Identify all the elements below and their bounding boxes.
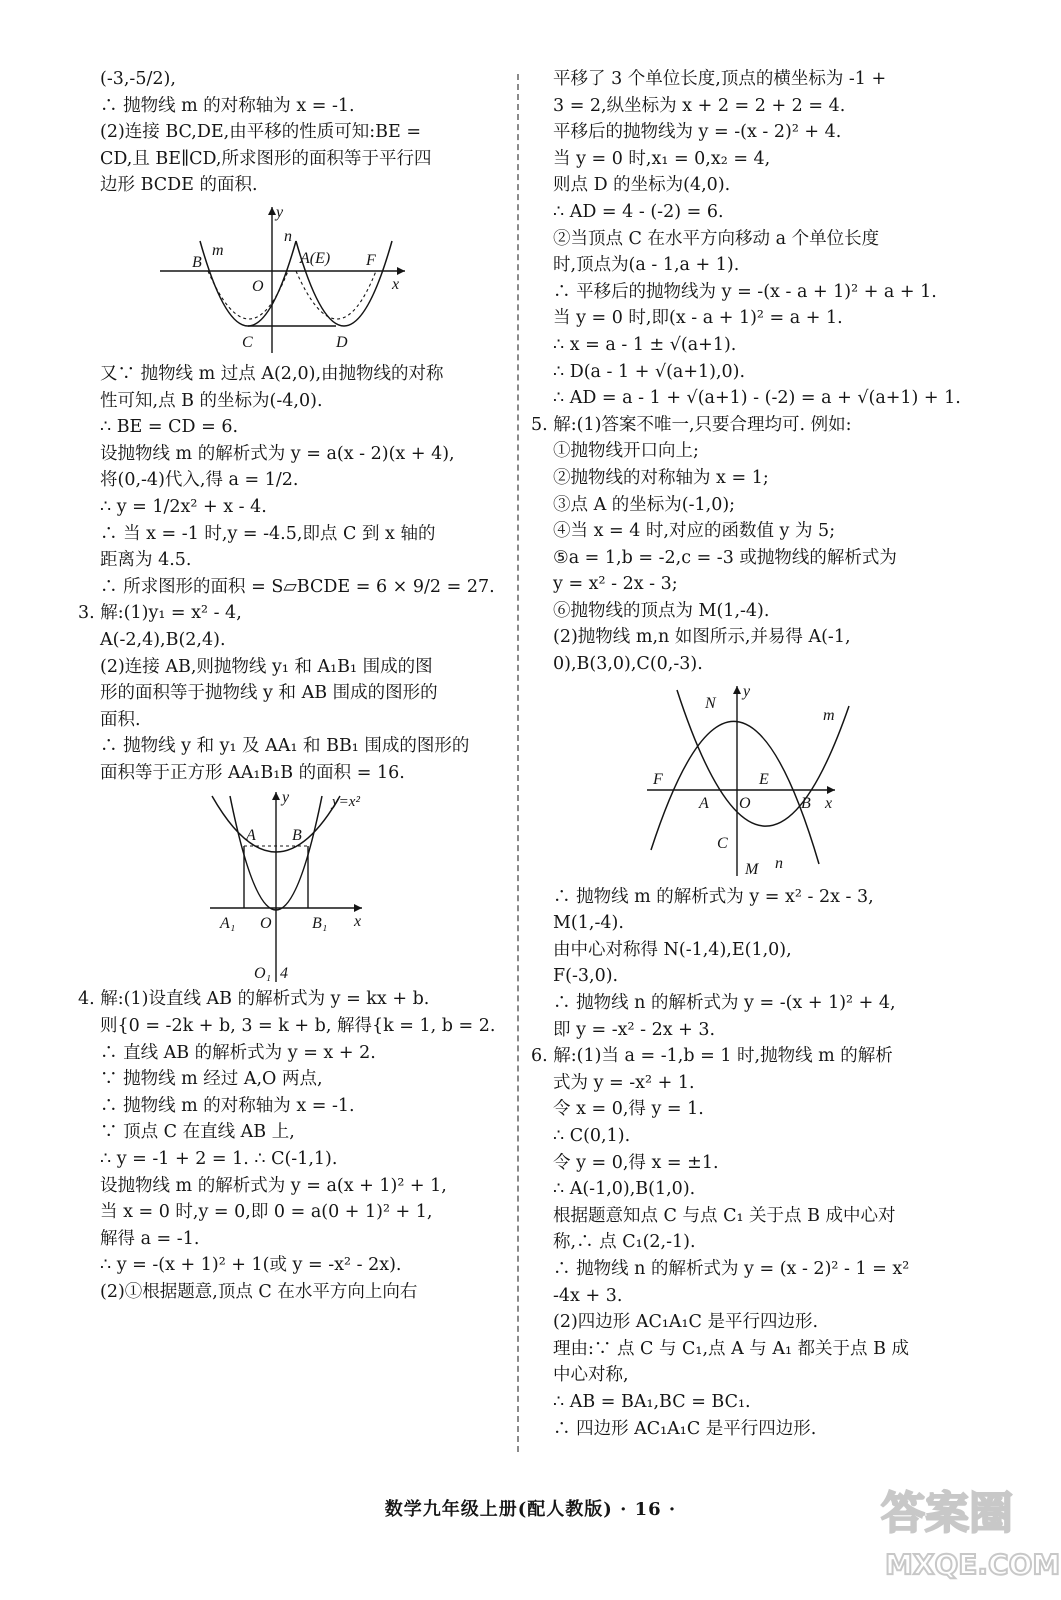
- left-block-1: [100, 66, 508, 199]
- text-line: -4x + 3.: [553, 1285, 623, 1306]
- fig2-label: B₁: [312, 915, 328, 933]
- fig3-label: x: [825, 794, 833, 812]
- problem-heading: 6. 解:(1)当 a = -1,b = 1 时,抛物线 m 的解析: [531, 1046, 893, 1067]
- text-line: 形的面积等于抛物线 y 和 AB 围成的图形的: [100, 683, 438, 704]
- fig3-label: M: [745, 860, 759, 878]
- text-line: ∴ A(-1,0),B(1,0).: [553, 1179, 696, 1200]
- text-line: 设抛物线 m 的解析式为 y = a(x + 1)² + 1,: [100, 1175, 447, 1196]
- text-line: 距离为 4.5.: [100, 550, 192, 571]
- figure-central-symmetry: [553, 680, 973, 882]
- text-line: ∴ 抛物线 m 的对称轴为 x = -1.: [100, 1095, 355, 1116]
- text-line: ∴ BE = CD = 6.: [100, 417, 239, 438]
- fig2-label: y: [282, 789, 290, 807]
- right-block-2: [531, 884, 973, 1442]
- text-line: CD,且 BE∥CD,所求图形的面积等于平行四: [100, 148, 432, 169]
- text-line: 由中心对称得 N(-1,4),E(1,0),: [553, 939, 792, 960]
- text-line: y = x² - 2x - 3;: [553, 574, 678, 595]
- text-line: (2)连接 BC,DE,由平移的性质可知:BE =: [100, 122, 421, 143]
- problem-heading: 3. 解:(1)y₁ = x² - 4,: [78, 603, 242, 624]
- text-line: (-3,-5/2),: [100, 69, 176, 89]
- fig3-label: E: [759, 770, 769, 788]
- text-line: 0),B(3,0),C(0,-3).: [553, 654, 703, 675]
- figure-parabola-translation: [100, 201, 508, 359]
- text-line: (2)①根据题意,顶点 C 在水平方向上向右: [100, 1282, 418, 1302]
- column-divider: [517, 74, 519, 1452]
- fig3-label: A: [699, 794, 709, 812]
- text-line: ②当顶点 C 在水平方向移动 a 个单位长度: [553, 228, 880, 249]
- text-line: ∴ 抛物线 n 的解析式为 y = -(x + 1)² + 4,: [553, 993, 896, 1014]
- text-line: 当 y = 0 时,x₁ = 0,x₂ = 4,: [553, 148, 771, 169]
- text-line: 又∵ 抛物线 m 过点 A(2,0),由抛物线的对称: [100, 363, 444, 384]
- fig1-label: C: [242, 333, 253, 351]
- text-line: 当 x = 0 时,y = 0,即 0 = a(0 + 1)² + 1,: [100, 1202, 433, 1223]
- watermark-text: 答案圈: [881, 1488, 1013, 1539]
- text-line: ∴ C(0,1).: [553, 1126, 631, 1146]
- text-line: 平移了 3 个单位长度,顶点的横坐标为 -1 +: [553, 69, 887, 89]
- text-line: ②抛物线的对称轴为 x = 1;: [553, 467, 769, 488]
- text-line: ③点 A 的坐标为(-1,0);: [553, 494, 736, 515]
- text-line: ∴ 抛物线 y 和 y₁ 及 AA₁ 和 BB₁ 围成的图形的: [100, 736, 470, 757]
- text-line: 当 y = 0 时,即(x - a + 1)² = a + 1.: [553, 308, 843, 329]
- text-line: ∵ 抛物线 m 经过 A,O 两点,: [100, 1069, 323, 1090]
- text-line: 则{0 = -2k + b, 3 = k + b, 解得{k = 1, b = 2.: [100, 1016, 496, 1037]
- text-line: 平移后的抛物线为 y = -(x - 2)² + 4.: [553, 122, 842, 143]
- text-line: ∴ 抛物线 n 的解析式为 y = (x - 2)² - 1 = x²: [553, 1258, 910, 1279]
- left-column: [78, 66, 508, 1306]
- fig3-label: O: [739, 794, 751, 812]
- text-line: 边形 BCDE 的面积.: [100, 175, 258, 196]
- fig1-label: y: [276, 203, 284, 221]
- fig3-label: m: [823, 706, 835, 724]
- fig2-label: y=x²: [332, 794, 360, 811]
- text-line: M(1,-4).: [553, 913, 624, 934]
- text-line: ∴ 当 x = -1 时,y = -4.5,即点 C 到 x 轴的: [100, 523, 436, 544]
- problem-heading: 4. 解:(1)设直线 AB 的解析式为 y = kx + b.: [78, 989, 430, 1010]
- fig3-label: y: [743, 682, 751, 700]
- text-line: (2)四边形 AC₁A₁C 是平行四边形.: [553, 1312, 819, 1333]
- fig2-label: O: [260, 915, 272, 933]
- fig1-label: x: [392, 275, 400, 293]
- figure-square-area: [100, 788, 508, 984]
- fig3-label: n: [775, 854, 783, 872]
- fig2-label: x: [354, 913, 362, 931]
- text-line: 面积等于正方形 AA₁B₁B 的面积 = 16.: [100, 762, 405, 783]
- text-line: ∴ y = -(x + 1)² + 1(或 y = -x² - 2x).: [100, 1255, 402, 1276]
- text-line: 时,顶点为(a - 1,a + 1).: [553, 255, 740, 276]
- fig2-label: 4: [280, 965, 288, 983]
- fig1-label: m: [212, 241, 224, 259]
- text-line: ∴ 直线 AB 的解析式为 y = x + 2.: [100, 1042, 376, 1063]
- watermark-logo: [877, 1478, 1061, 1588]
- fig3-label: B: [801, 794, 811, 812]
- fig2-label: A: [246, 827, 256, 845]
- text-line: ∴ 所求图形的面积 = S▱BCDE = 6 × 9/2 = 27.: [100, 576, 495, 597]
- left-block-2: [78, 361, 508, 787]
- text-line: ∴ AB = BA₁,BC = BC₁.: [553, 1391, 751, 1412]
- fig1-label: O: [252, 277, 264, 295]
- fig1-label: A(E): [300, 249, 331, 267]
- watermark-url: MXQE.COM: [885, 1548, 1061, 1581]
- text-line: 则点 D 的坐标为(4,0).: [553, 175, 731, 196]
- left-block-3: [78, 986, 508, 1305]
- text-line: 令 x = 0,得 y = 1.: [553, 1099, 704, 1120]
- text-line: F(-3,0).: [553, 966, 619, 987]
- text-line: 根据题意知点 C 与点 C₁ 关于点 B 成中心对: [553, 1205, 896, 1226]
- page-footer: 数学九年级上册(配人教版) · 16 ·: [384, 1499, 677, 1520]
- text-line: ∴ D(a - 1 + √(a+1),0).: [553, 361, 746, 382]
- text-line: ⑥抛物线的顶点为 M(1,-4).: [553, 600, 770, 621]
- text-line: A(-2,4),B(2,4).: [100, 629, 226, 650]
- fig2-label: B: [292, 827, 302, 845]
- text-line: 中心对称,: [553, 1365, 629, 1386]
- right-block-1: [531, 66, 973, 678]
- text-line: 称,∴ 点 C₁(2,-1).: [553, 1232, 696, 1253]
- fig1-label: B: [192, 253, 202, 271]
- fig1-label: F: [366, 251, 376, 269]
- fig3-label: F: [653, 770, 663, 788]
- right-column: [531, 66, 973, 1442]
- fig1-label: n: [284, 227, 292, 245]
- text-line: 3 = 2,纵坐标为 x + 2 = 2 + 2 = 4.: [553, 95, 846, 116]
- text-line: ∴ y = 1/2x² + x - 4.: [100, 496, 267, 517]
- text-line: ⑤a = 1,b = -2,c = -3 或抛物线的解析式为: [553, 547, 897, 568]
- text-line: 面积.: [100, 709, 141, 730]
- text-line: ∴ 四边形 AC₁A₁C 是平行四边形.: [553, 1418, 817, 1439]
- text-line: ∵ 顶点 C 在直线 AB 上,: [100, 1122, 295, 1143]
- text-line: 解得 a = -1.: [100, 1228, 200, 1249]
- text-line: ∴ y = -1 + 2 = 1. ∴ C(-1,1).: [100, 1149, 338, 1170]
- text-line: (2)抛物线 m,n 如图所示,并易得 A(-1,: [553, 627, 851, 648]
- fig3-label: N: [705, 694, 716, 712]
- text-line: ∴ 抛物线 m 的解析式为 y = x² - 2x - 3,: [553, 886, 874, 907]
- text-line: ∴ 平移后的抛物线为 y = -(x - a + 1)² + a + 1.: [553, 281, 937, 302]
- text-line: ④当 x = 4 时,对应的函数值 y 为 5;: [553, 521, 836, 542]
- text-line: (2)连接 AB,则抛物线 y₁ 和 A₁B₁ 围成的图: [100, 656, 433, 677]
- text-line: 即 y = -x² - 2x + 3.: [553, 1019, 716, 1040]
- fig3-label: C: [717, 834, 728, 852]
- text-line: 令 y = 0,得 x = ±1.: [553, 1152, 719, 1173]
- text-line: 理由:∵ 点 C 与 C₁,点 A 与 A₁ 都关于点 B 成: [553, 1338, 910, 1359]
- text-line: ①抛物线开口向上;: [553, 441, 699, 462]
- problem-heading: 5. 解:(1)答案不唯一,只要合理均可. 例如:: [531, 414, 852, 435]
- text-line: 性可知,点 B 的坐标为(-4,0).: [100, 390, 323, 411]
- text-line: ∴ 抛物线 m 的对称轴为 x = -1.: [100, 95, 355, 116]
- text-line: 式为 y = -x² + 1.: [553, 1072, 695, 1093]
- text-line: ∴ AD = 4 - (-2) = 6.: [553, 201, 724, 222]
- fig2-label: O₁: [254, 965, 272, 983]
- text-line: 设抛物线 m 的解析式为 y = a(x - 2)(x + 4),: [100, 443, 455, 464]
- text-line: ∴ x = a - 1 ± √(a+1).: [553, 334, 737, 355]
- text-line: ∴ AD = a - 1 + √(a+1) - (-2) = a + √(a+1) + 1.: [553, 388, 961, 409]
- fig2-label: A₁: [220, 915, 236, 933]
- fig1-label: D: [336, 333, 348, 351]
- text-line: 将(0,-4)代入,得 a = 1/2.: [100, 470, 299, 491]
